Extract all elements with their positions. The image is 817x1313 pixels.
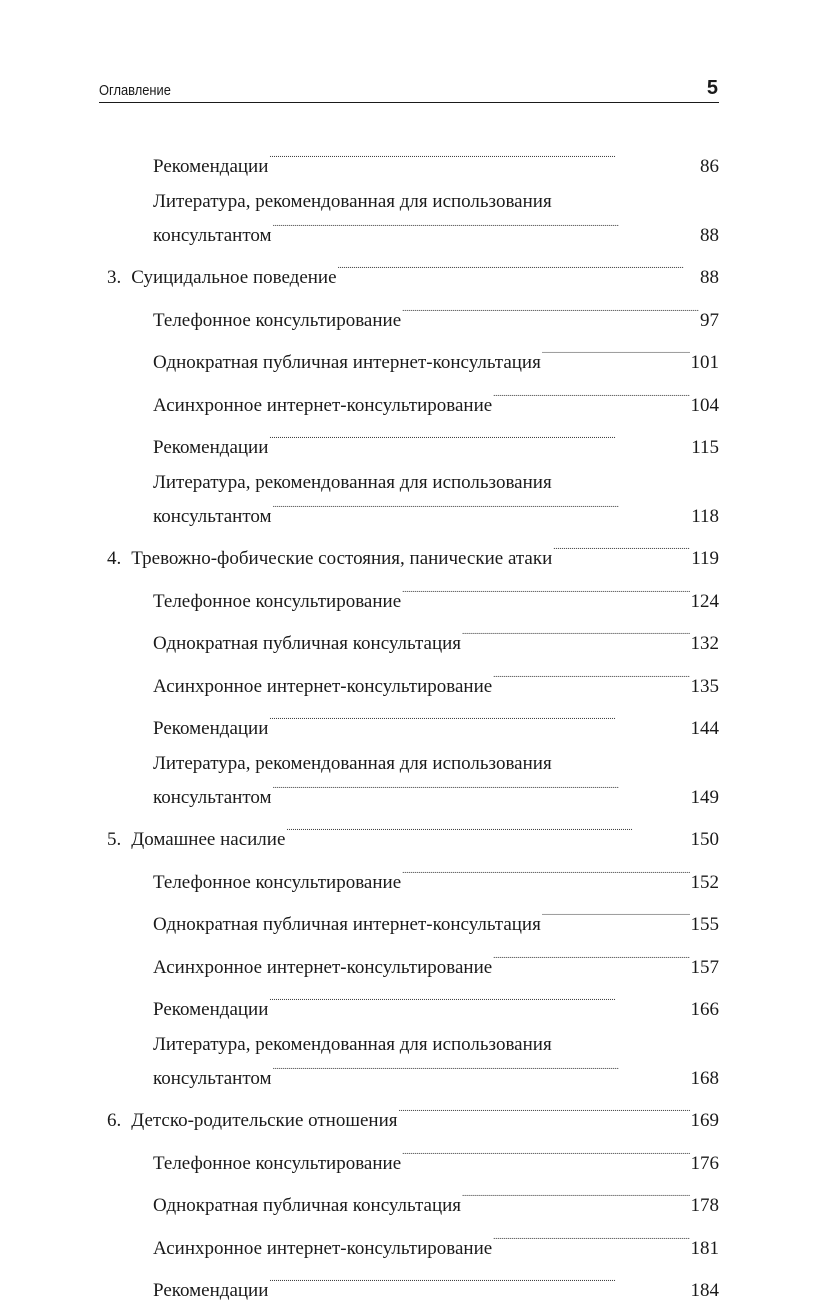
toc-entry-title-line1: Литература, рекомендованная для использования	[153, 752, 552, 774]
toc-chapter-entry[interactable]	[99, 257, 719, 291]
toc-entry-title: Телефонное консультирование	[153, 309, 402, 331]
toc-entry-title: Однократная публичная интернет-консультация	[153, 914, 541, 935]
dot-leader	[273, 1058, 690, 1084]
toc-page-number: 118	[691, 505, 719, 527]
toc-page-number: 132	[690, 633, 719, 654]
toc-page-number: 88	[700, 224, 719, 246]
toc-entry-title: Рекомендации	[153, 999, 269, 1020]
toc-page-number: 168	[690, 1067, 719, 1089]
toc-entry-title: Детско-родительские отношения	[131, 1110, 398, 1131]
toc-entry-title: Домашнее насилие	[131, 829, 286, 850]
toc-section-entry[interactable]	[99, 989, 719, 1023]
dot-leader	[553, 538, 690, 564]
toc-page-number: 178	[690, 1195, 719, 1216]
dot-leader	[542, 342, 690, 368]
toc-section-entry[interactable]	[99, 1228, 719, 1262]
toc-page-number: 101	[690, 352, 719, 373]
toc-entry-title: Рекомендации	[153, 1280, 269, 1301]
toc-entry-title: Тревожно-фобические состояния, панические атаки	[131, 548, 553, 569]
dot-leader	[542, 904, 690, 930]
toc-entry-title: консультантом	[153, 224, 272, 246]
toc-entry-title: Телефонное консультирование	[153, 871, 402, 893]
toc-chapter-entry[interactable]	[99, 1100, 719, 1134]
dot-leader	[398, 1100, 689, 1126]
toc-chapter-entry[interactable]	[99, 538, 719, 572]
toc-entry-title: Рекомендации	[153, 718, 269, 739]
toc-section-entry[interactable]	[99, 146, 719, 180]
toc-section-entry[interactable]	[99, 427, 719, 461]
toc-entry-title: Однократная публичная консультация	[153, 633, 462, 654]
running-header	[99, 78, 719, 103]
dot-leader	[269, 146, 699, 172]
toc-section-entry[interactable]	[99, 862, 719, 896]
dot-leader	[273, 215, 699, 241]
dot-leader	[462, 623, 689, 649]
toc-entry-title: Рекомендации	[153, 437, 269, 458]
page-number: 5	[706, 77, 718, 99]
toc-entry-title-line1: Литература, рекомендованная для использования	[153, 1033, 552, 1055]
toc-section-entry[interactable]	[99, 904, 719, 938]
dot-leader	[402, 581, 689, 607]
toc-entry-title: Суицидальное поведение	[131, 267, 337, 288]
toc-chapter-number: 3.	[107, 267, 122, 288]
toc-section-entry[interactable]	[99, 189, 719, 249]
toc-page-number: 119	[691, 548, 719, 569]
toc-page-number: 157	[690, 956, 719, 978]
toc-entry-title: Однократная публичная интернет-консультация	[153, 352, 541, 373]
toc-chapter-number: 6.	[107, 1110, 122, 1131]
toc-chapter-entry[interactable]	[99, 819, 719, 853]
toc-section-entry[interactable]	[99, 1185, 719, 1219]
toc-entry-title: консультантом	[153, 786, 272, 808]
toc-section-entry[interactable]	[99, 947, 719, 981]
toc-section-entry[interactable]	[99, 1032, 719, 1092]
toc-entry-title: Рекомендации	[153, 156, 269, 177]
toc-chapter-number: 5.	[107, 829, 122, 850]
toc-page-number: 86	[700, 156, 719, 177]
dot-leader	[269, 1270, 689, 1296]
toc-page-number: 115	[691, 437, 719, 458]
toc-page-number: 144	[690, 718, 719, 739]
dot-leader	[402, 300, 699, 326]
dot-leader	[269, 989, 689, 1015]
dot-leader	[286, 819, 689, 845]
toc-section-entry[interactable]	[99, 385, 719, 419]
toc-section-entry[interactable]	[99, 623, 719, 657]
toc-section-entry[interactable]	[99, 342, 719, 376]
dot-leader	[269, 708, 689, 734]
toc-section-entry[interactable]	[99, 1143, 719, 1177]
toc-page-number: 88	[700, 267, 719, 288]
toc-page-number: 124	[690, 590, 719, 612]
toc-entry-title: Телефонное консультирование	[153, 590, 402, 612]
toc-section-entry[interactable]	[99, 470, 719, 530]
dot-leader	[338, 257, 699, 283]
toc-page-number: 152	[690, 871, 719, 893]
toc-entry-title: консультантом	[153, 1067, 272, 1089]
dot-leader	[493, 947, 689, 973]
toc-page-number: 149	[690, 786, 719, 808]
toc-page-number: 181	[690, 1237, 719, 1259]
toc-entry-title: Асинхронное интернет-консультирование	[153, 394, 493, 416]
toc-section-entry[interactable]	[99, 708, 719, 742]
dot-leader	[402, 862, 689, 888]
dot-leader	[402, 1143, 689, 1169]
toc-section-entry[interactable]	[99, 666, 719, 700]
toc-page-number: 104	[690, 394, 719, 416]
dot-leader	[493, 666, 689, 692]
toc-entry-title: Однократная публичная консультация	[153, 1195, 462, 1216]
toc-entry-title: Асинхронное интернет-консультирование	[153, 1237, 493, 1259]
toc-page-number: 97	[700, 309, 719, 331]
toc-entry-title-line1: Литература, рекомендованная для использования	[153, 471, 552, 493]
toc-entry-title: Асинхронное интернет-консультирование	[153, 956, 493, 978]
dot-leader	[493, 1228, 689, 1254]
toc-page-number: 135	[690, 675, 719, 697]
toc-entry-title-line1: Литература, рекомендованная для использования	[153, 190, 552, 212]
toc-page-number: 166	[690, 999, 719, 1020]
toc-page-number: 155	[690, 914, 719, 935]
toc-section-entry[interactable]	[99, 1270, 719, 1304]
toc-entry-title: Асинхронное интернет-консультирование	[153, 675, 493, 697]
dot-leader	[273, 777, 690, 803]
toc-page-number: 184	[690, 1280, 719, 1301]
toc-section-entry[interactable]	[99, 751, 719, 811]
dot-leader	[273, 496, 691, 522]
toc-chapter-number: 4.	[107, 548, 122, 569]
table-of-contents	[99, 146, 719, 1313]
header-title: Оглавление	[99, 82, 171, 99]
toc-entry-title: консультантом	[153, 505, 272, 527]
toc-entry-title: Телефонное консультирование	[153, 1152, 402, 1174]
dot-leader	[493, 385, 689, 411]
toc-page-number: 150	[690, 829, 719, 850]
dot-leader	[269, 427, 690, 453]
dot-leader	[462, 1185, 689, 1211]
toc-page-number: 176	[690, 1152, 719, 1174]
toc-page-number: 169	[690, 1110, 719, 1131]
toc-section-entry[interactable]	[99, 581, 719, 615]
toc-section-entry[interactable]	[99, 300, 719, 334]
